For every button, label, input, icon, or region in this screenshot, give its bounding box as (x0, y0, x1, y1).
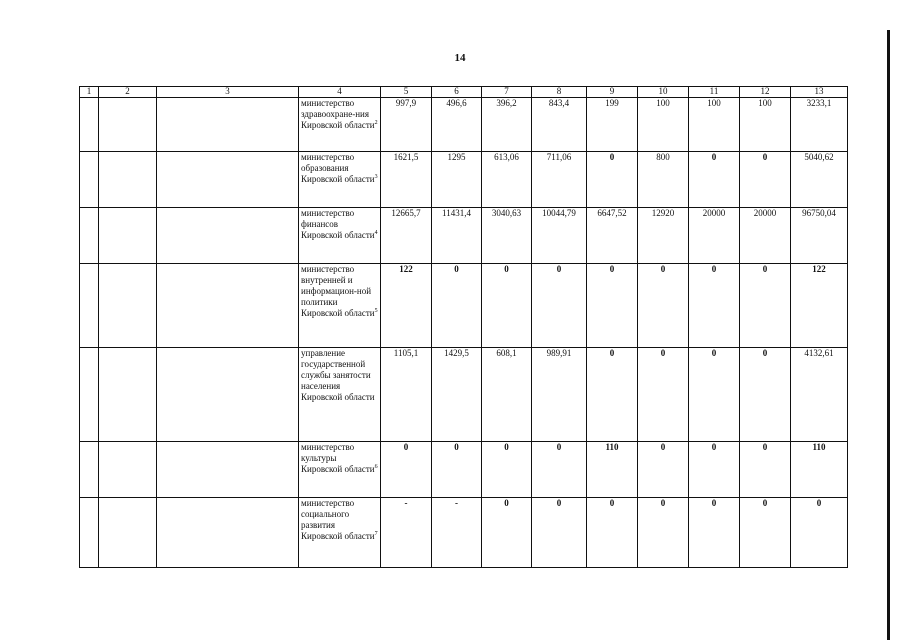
value-cell: 1621,5 (381, 152, 432, 208)
value-cell: 5040,62 (791, 152, 848, 208)
value-cell: 0 (689, 264, 740, 348)
column-header: 2 (99, 87, 157, 98)
value-cell: 0 (740, 152, 791, 208)
empty-cell (80, 264, 99, 348)
column-number-row (80, 87, 848, 98)
value-cell: 0 (482, 498, 532, 568)
empty-cell (80, 442, 99, 498)
empty-cell (99, 152, 157, 208)
organization-name: министерство культуры Кировской области (301, 442, 375, 474)
empty-cell (157, 264, 299, 348)
value-cell: 0 (740, 348, 791, 442)
empty-cell (99, 348, 157, 442)
column-header: 12 (740, 87, 791, 98)
value-cell: 0 (482, 264, 532, 348)
page-number: 14 (454, 52, 466, 64)
value-cell: 613,06 (482, 152, 532, 208)
empty-cell (157, 98, 299, 152)
empty-cell (80, 498, 99, 568)
value-cell: 0 (740, 498, 791, 568)
value-cell: 3040,63 (482, 208, 532, 264)
value-cell: 0 (432, 442, 482, 498)
value-cell: 0 (532, 498, 587, 568)
value-cell: 711,06 (532, 152, 587, 208)
empty-cell (157, 442, 299, 498)
value-cell: 20000 (689, 208, 740, 264)
organization-cell (299, 264, 381, 348)
organization-name: министерство внутренней и информацион-ной политики Кировской области (301, 264, 375, 318)
value-cell: 0 (587, 264, 638, 348)
organization-name: министерство социального развития Кировской области (301, 498, 375, 541)
value-cell: 122 (791, 264, 848, 348)
column-header: 5 (381, 87, 432, 98)
organization-cell (299, 348, 381, 442)
value-cell: 1105,1 (381, 348, 432, 442)
column-header: 9 (587, 87, 638, 98)
value-cell: - (432, 498, 482, 568)
empty-cell (99, 442, 157, 498)
value-cell: 0 (532, 442, 587, 498)
value-cell: 496,6 (432, 98, 482, 152)
value-cell: 0 (587, 348, 638, 442)
empty-cell (99, 498, 157, 568)
value-cell: 0 (482, 442, 532, 498)
value-cell: 122 (381, 264, 432, 348)
table-row (80, 442, 848, 498)
empty-cell (80, 208, 99, 264)
empty-cell (99, 98, 157, 152)
organization-cell (299, 98, 381, 152)
column-header: 4 (299, 87, 381, 98)
footnote-marker: 6 (374, 464, 378, 470)
table-row (80, 264, 848, 348)
organization-name: министерство образования Кировской области (301, 152, 375, 184)
value-cell: - (381, 498, 432, 568)
organization-cell (299, 208, 381, 264)
value-cell: 0 (689, 442, 740, 498)
value-cell: 0 (689, 348, 740, 442)
table-body (80, 98, 848, 568)
value-cell: 110 (587, 442, 638, 498)
table-row (80, 152, 848, 208)
value-cell: 199 (587, 98, 638, 152)
value-cell: 100 (689, 98, 740, 152)
column-header: 8 (532, 87, 587, 98)
value-cell: 12920 (638, 208, 689, 264)
organization-cell (299, 442, 381, 498)
value-cell: 396,2 (482, 98, 532, 152)
value-cell: 4132,61 (791, 348, 848, 442)
value-cell: 0 (587, 152, 638, 208)
footnote-marker: 3 (374, 174, 378, 180)
column-header: 7 (482, 87, 532, 98)
value-cell: 20000 (740, 208, 791, 264)
empty-cell (80, 152, 99, 208)
value-cell: 110 (791, 442, 848, 498)
table-row (80, 98, 848, 152)
organization-name: министерство финансов Кировской области (301, 208, 375, 240)
table-row (80, 498, 848, 568)
empty-cell (157, 208, 299, 264)
value-cell: 0 (638, 442, 689, 498)
column-header: 11 (689, 87, 740, 98)
empty-cell (99, 208, 157, 264)
organization-cell (299, 152, 381, 208)
organization-name: министерство здравоохране-ния Кировской области (301, 98, 375, 130)
value-cell: 989,91 (532, 348, 587, 442)
empty-cell (80, 348, 99, 442)
footnote-marker: 4 (374, 230, 378, 236)
column-header: 13 (791, 87, 848, 98)
value-cell: 0 (689, 152, 740, 208)
value-cell: 0 (740, 264, 791, 348)
value-cell: 800 (638, 152, 689, 208)
value-cell: 96750,04 (791, 208, 848, 264)
column-header: 6 (432, 87, 482, 98)
value-cell: 0 (638, 498, 689, 568)
empty-cell (99, 264, 157, 348)
value-cell: 1295 (432, 152, 482, 208)
empty-cell (157, 348, 299, 442)
table-row (80, 348, 848, 442)
empty-cell (157, 498, 299, 568)
value-cell: 0 (532, 264, 587, 348)
value-cell: 0 (587, 498, 638, 568)
value-cell: 608,1 (482, 348, 532, 442)
footnote-marker: 7 (374, 531, 378, 537)
organization-cell (299, 498, 381, 568)
value-cell: 0 (638, 264, 689, 348)
value-cell: 0 (381, 442, 432, 498)
value-cell: 0 (791, 498, 848, 568)
budget-table (79, 86, 848, 568)
value-cell: 100 (740, 98, 791, 152)
value-cell: 0 (689, 498, 740, 568)
empty-cell (157, 152, 299, 208)
empty-cell (80, 98, 99, 152)
footnote-marker: 5 (374, 308, 378, 314)
table-row (80, 208, 848, 264)
value-cell: 997,9 (381, 98, 432, 152)
value-cell: 0 (432, 264, 482, 348)
value-cell: 0 (638, 348, 689, 442)
organization-name: управление государственной службы занятости населения Кировской области (301, 348, 375, 402)
scan-edge-line (887, 30, 890, 640)
value-cell: 100 (638, 98, 689, 152)
footnote-marker: 2 (374, 120, 378, 126)
value-cell: 11431,4 (432, 208, 482, 264)
value-cell: 3233,1 (791, 98, 848, 152)
column-header: 10 (638, 87, 689, 98)
value-cell: 843,4 (532, 98, 587, 152)
value-cell: 1429,5 (432, 348, 482, 442)
value-cell: 6647,52 (587, 208, 638, 264)
value-cell: 10044,79 (532, 208, 587, 264)
column-header: 1 (80, 87, 99, 98)
value-cell: 12665,7 (381, 208, 432, 264)
column-header: 3 (157, 87, 299, 98)
value-cell: 0 (740, 442, 791, 498)
